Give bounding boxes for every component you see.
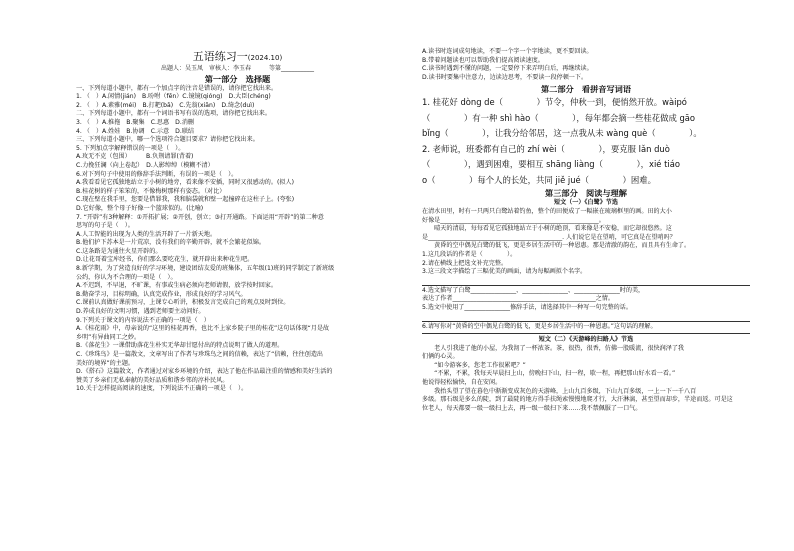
question-line: C.《珍珠鸟》是一篇散文，文章写出了作者与珍珠鸟之间的信赖，表达了“信赖，往往创造出 — [76, 351, 324, 358]
passage-one-questions — [422, 251, 750, 331]
question-line: 赞美了乡亲们无私奉献的美好品质和谐乡邻的淳朴民风。 — [76, 376, 229, 384]
question-line: C.这条路是为通往火星开辟的。 — [76, 247, 162, 255]
part-two-heading: 第二部分 看拼音写词语 — [540, 84, 632, 95]
worksheet-title: 五语练习一(2024.10) — [192, 50, 283, 63]
question-10-options — [422, 48, 750, 82]
worksheet-meta: 出题人：吴玉凤 审核人：李玉春 等第___________ — [160, 65, 314, 72]
divider — [422, 333, 750, 334]
question-line: 2.请在横线上把选文补充完整。 — [422, 259, 508, 267]
answer-line — [422, 314, 750, 322]
question-line: 乡明”有异曲同工之妙。 — [76, 333, 141, 341]
question-line: 4.选文描写了白鹭_______________、_______________、_______________时的美， — [422, 286, 645, 294]
passage-line: 好像是____________________________________________________。 — [422, 216, 605, 224]
pinyin-exercise — [422, 95, 750, 188]
passage-one-text — [422, 208, 750, 251]
passage-line: 黄昏的空中偶见白鹭的低飞，更是乡居生活中的一种恩惠。那是清澈的韵在，而且具有生命了。 — [422, 242, 691, 250]
passage-line: 在清水田里，时有一只两只白鹭站着钓鱼，整个的田便成了一幅嵌在琉璃框里的画。田的大小 — [422, 207, 672, 215]
question-line: 思写的句子是（ ）。 — [76, 222, 134, 230]
question-line: C.力挽狂澜（向上卷起） D.人影绰绰（模糊不清） — [76, 161, 214, 169]
question-line: 公约，你认为不合理的一项是（ ）。 — [76, 273, 177, 281]
option-line: C.读书时遇到不懂的问题，一定要停下来弄明白后，再继续读。 — [422, 65, 593, 73]
passage-line: 老人引我进了他的小屋，为我沏了一杯浓茶。茶，很热，很香，仿佛一股暖流，很快润泽了我 — [422, 344, 685, 352]
passage-line: 位老人，每天都要一级一级扫上去，再一级一级扫下来……我不禁佩服了一口气。 — [422, 404, 642, 412]
passage-line: 们俩的心灵。 — [422, 353, 459, 361]
question-line: D.它好像，整个母子好像一个篮球似的。(比喻) — [76, 204, 204, 212]
question-line: 二、下列每道小题中，都有一个词语书写有误的选项，请你把它找出来。 — [76, 110, 271, 118]
question-line: A.我看看见它孤独地站立于小树的地旁，看来像不安插，同时又很感动的。(拟人) — [76, 179, 294, 187]
passage-line: 多级。那石级是多么的陡，到了最陡的地方得手扶绳索慢慢地爬才行，大汗淋漓，甚至望而却步，半途而返。可是这 — [422, 396, 733, 404]
question-line: B.桂花树的样子笨笨的，不像梅树那样有姿态。（对比） — [76, 187, 226, 195]
passage-two-title: 短文（二）《天游峰的扫路人》节选 — [538, 336, 634, 344]
question-line: A.玫无不克（包围） B.负荆请罪(背着) — [76, 153, 194, 161]
question-line: 6.请写你对“黄昏的空中偶见白鹭的低飞，更是乡居生活中的一种恩惠。”这句话的理解。 — [422, 322, 657, 330]
left-page — [76, 0, 399, 551]
pinyin-line: 1. 桂花好 dòng de（ ）节令，仲秋一到，便悄然开放。wàipó — [422, 97, 687, 108]
question-line: 美好的境界”的主题。 — [76, 359, 135, 367]
option-line: A.读书时连词成句地读，不要一个字一个字地读，更不要回读。 — [422, 48, 593, 55]
question-line: C.现在壁在我手里，您要是借罪我，我和脑袋就和壁一起撞碎在这柱子上。(夸张) — [76, 196, 295, 204]
question-line: 5. 下列加点字解释错误的一项是（ ）。 — [76, 144, 185, 152]
question-line: 2. （ ）A.素雅(méi) B.打耙(bā) C.先翁(xiān) D.绮念(duì) — [76, 101, 255, 109]
passage-line: “如今游客多，您老工作很累吧？” — [422, 361, 526, 369]
question-line: 7. “开辟”有3种解释：①开拓扩展；②开创，创立；③打开通路。下面运用“开辟”的第二种意 — [76, 213, 324, 221]
passage-line: “不累，不累，我每天早晨扫上山，傍晚扫下山，扫一程，歇一程，再把那山好水看一看。” — [422, 370, 676, 378]
question-line: 10.关于怎样提高阅读的速度，下列说法不正确的一项是（ ）。 — [76, 385, 248, 393]
question-line: 8.新学期，为了营造良好的学习环境，建设团结友爱的班集体，五年级(1)班的同学制定了新班级 — [76, 265, 335, 273]
pinyin-line: （ ），遇到困难，要相互 shāng liàng（ ），xié tiáo — [422, 159, 680, 170]
question-line: D.让花哥着宝库经书，你们那么要吃花生，就开辟出来种花生吧。 — [76, 256, 254, 264]
pinyin-line: （ ）有一种 shì hào（ ），每年都会摘一些桂花做成 gāo — [422, 112, 696, 123]
question-line: 4. （ ）A.姓娃 B.协调 C.示意 D.联结 — [76, 127, 195, 135]
option-line: B.带着问题读也可以帮助我们提高阅读速度。 — [422, 56, 544, 64]
pinyin-line: bǐng（ ），让我分给邻居，这一点我从未 wàng què（ ）。 — [422, 128, 702, 139]
question-line: A.人工智能的出现为人类的生活开辟了一片新天地。 — [76, 230, 217, 238]
part-one-heading: 第一部分 选择题 — [204, 73, 271, 84]
question-list — [76, 85, 399, 394]
question-line: A.不迟到，不早退，不旷课，有事或生病必须向老师请假，放学按时回家。 — [76, 282, 277, 290]
passage-two-text — [422, 345, 750, 414]
question-line: 6.对下列句子中使用的修辞手法判断，有误的一项是（ ）。 — [76, 170, 238, 178]
question-line: 三、下列每道小题中，哪一个选项符合题目要求？请你把它找出来。 — [76, 136, 259, 144]
question-line: A.《桂花雨》中，母亲说的“这里的桂花再香，也比不上家乡院子里的桂花”这句话体现“月是故 — [76, 325, 330, 333]
passage-line: 他说得轻松愉快，自在安闲。 — [422, 379, 502, 387]
pinyin-line: 2. 老师说，班委都有自己的 zhí wèi（ ），要克服 lǎn duò — [422, 143, 670, 154]
passage-one-title: 短文（一）《白鹭》节选 — [554, 199, 618, 207]
question-line: C.课前认真做好课前预习，上课专心听讲，积极发言完成自己的观点及时到位。 — [76, 299, 290, 307]
question-line: 1. （ ）A.闲情(jián) B.吩咐（fēn）C.镜镜(qióng) D.大臣(chéng) — [76, 93, 271, 101]
question-line: B.《落花生》一课借助落花生朴实无华却甘愿付出的特点说明了做人的道理。 — [76, 342, 284, 350]
passage-line: 是____________________________________________. 人们说它是在望哨，可它真是在望哨吗？ — [422, 233, 676, 241]
part-three-heading: 第三部分 阅读与理解 — [545, 188, 627, 199]
right-page — [422, 0, 750, 551]
question-line: 3. （ ）A.推拖 B.聚集 C.思惠 D.消删 — [76, 118, 195, 126]
question-line: 表达了作者_______________________________________________之情。 — [422, 295, 614, 303]
option-line: D.读书时要集中注意力，边读边思考，不要读一段停顿一下。 — [422, 73, 588, 81]
question-line: D.养成良好的文明习惯，遇到老师要主动问好。 — [76, 308, 205, 316]
question-line: B.他们护下苏本是一片荒凉，没有我们的辛勤开辟，就不会繁花似锦。 — [76, 239, 265, 247]
question-line: 5.选文中使用了_______________修辞手法，请选择其中一种写一句完整的话。 — [422, 303, 632, 311]
question-line: 3.这三段文字描绘了三幅优美的画面，请为每幅画拟个名字。 — [422, 268, 587, 276]
question-line: 1.这几段话的作者是（ ）。 — [422, 250, 517, 258]
passage-line: 我抬头望了望在暮色中渐渐变成灰色的天游峰，上山九百多级，下山九百多级，一上一下一千八百 — [422, 387, 697, 395]
passage-line: 晴天的清晨，每每看见它孤独地站立于小树的绝顶，看来像是不安稳，而它却很悠然。这 — [422, 225, 672, 233]
pinyin-line: o（ ）每个人的长处，共同 jiě jué（ ）困难。 — [422, 174, 657, 185]
question-line: D.《搭石》这篇散文，作者通过对家乡环境的介绍，表达了他在作品最注重的情感和美好生活的 — [76, 368, 333, 376]
answer-line — [422, 278, 750, 286]
question-line: 一、下列每道小题中，都有一个加点字的注音是错误的，请你把它找出来。 — [76, 84, 278, 92]
question-line: B.勤奋学习，目标明确，认真完成作业，形成良好的学习风气。 — [76, 290, 247, 298]
question-line: 9.下列关于课文的内容说法不正确的一项是（ ） — [76, 316, 210, 324]
